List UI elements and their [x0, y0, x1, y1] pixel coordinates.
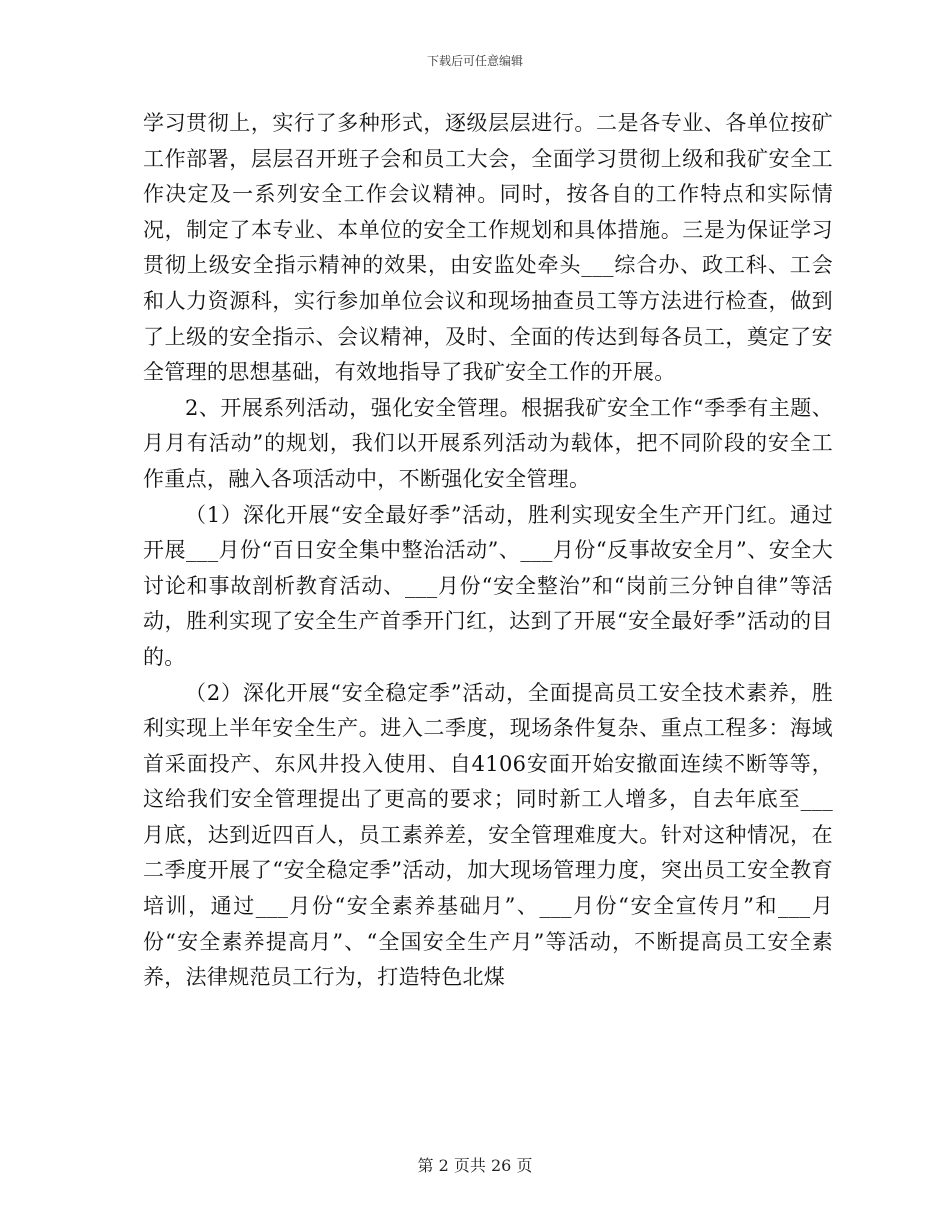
paragraph-1: 学习贯彻上，实行了多种形式，逐级层层进行。二是各专业、各单位按矿工作部署，层层召开班子会和员工大会，全面学习贯彻上级和我矿安全工作决定及一系列安全工作会议精神。同时，按各自的工作特点和实际情况，制定了本专业、本单位的安全工作规划和具体措施。三是为保证学习贯彻上级安全指示精神的效果，由安监处牵头___综合办、政工科、工会和人力资源科，实行参加单位会议和现场抽查员工等方法进行检查，做到了上级的安全指示、会议精神，及时、全面的传达到每各员工，奠定了安全管理的思想基础，有效地指导了我矿安全工作的开展。 [143, 111, 833, 385]
page-number: 第 2 页共 26 页 [417, 1156, 533, 1175]
paragraph-3: （1）深化开展“安全最好季”活动，胜利实现安全生产开门红。通过开展___月份“百日安全集中整治活动”、___月份“反事故安全月”、安全大讨论和事故剖析教育活动、___月份“安全整治”和“岗前三分钟自律”等活动，胜利实现了安全生产首季开门红，达到了开展“安全最好季”活动的目的。 [143, 502, 833, 669]
paragraph-2: 2、开展系列活动，强化安全管理。根据我矿安全工作“季季有主题、月月有活动”的规划，我们以开展系列活动为载体，把不同阶段的安全工作重点，融入各项活动中，不断强化安全管理。 [143, 395, 833, 491]
paragraph-4: （2）深化开展“安全稳定季”活动，全面提高员工安全技术素养，胜利实现上半年安全生产。进入二季度，现场条件复杂、重点工程多：海域首采面投产、东风井投入使用、自4106安面开始安撤面连续不断等等，这给我们安全管理提出了更高的要求；同时新工人增多，自去年底至___月底，达到近四百人，员工素养差，安全管理难度大。针对这种情况，在二季度开展了“安全稳定季”活动，加大现场管理力度，突出员工安全教育培训，通过___月份“安全素养基础月”、___月份“安全宣传月”和___月份“安全素养提高月”、“全国安全生产月”等活动，不断提高员工安全素养，法律规范员工行为，打造特色北煤 [143, 680, 833, 990]
document-body [143, 106, 833, 996]
page-header-note: 下载后可任意编辑 [426, 54, 523, 68]
